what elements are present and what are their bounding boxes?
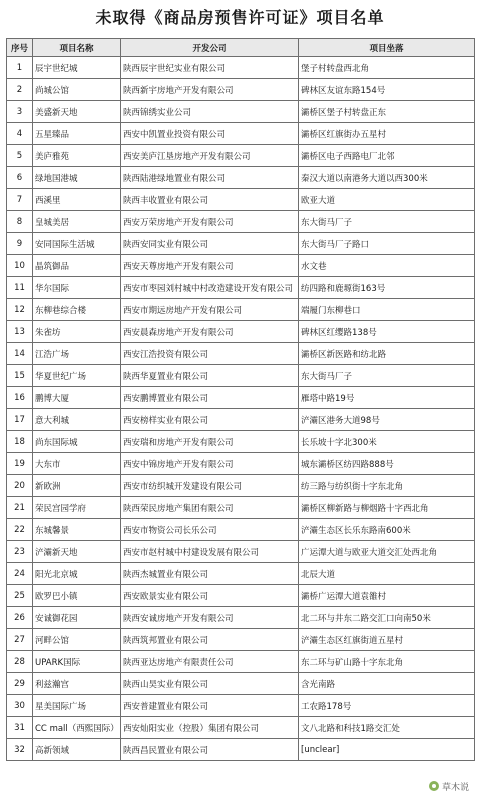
cell-index: 27 [7,629,33,651]
table-row [7,123,475,145]
cell-project-name: 浐灞新天地 [33,541,121,563]
cell-index: 32 [7,739,33,761]
cell-developer: 陕西安诚房地产开发有限公司 [121,607,299,629]
header-project-name: 项目名称 [33,39,121,57]
cell-project-name: 荣民宫园学府 [33,497,121,519]
cell-developer: 陕西杰城置业有限公司 [121,563,299,585]
cell-index: 16 [7,387,33,409]
table-row [7,519,475,541]
cell-project-name: 西溪里 [33,189,121,211]
cell-project-name: 尚东国际城 [33,431,121,453]
cell-index: 23 [7,541,33,563]
cell-index: 7 [7,189,33,211]
cell-index: 21 [7,497,33,519]
cell-location: 堡子村转盘西北角 [299,57,475,79]
cell-index: 24 [7,563,33,585]
table-row [7,541,475,563]
cell-location: 城东灞桥区纺四路888号 [299,453,475,475]
cell-index: 25 [7,585,33,607]
project-table [6,38,475,761]
cell-developer: 陕西辰宇世纪实业有限公司 [121,57,299,79]
cell-developer: 西安鹏博置业有限公司 [121,387,299,409]
cell-project-name: 大东市 [33,453,121,475]
cell-location: [unclear] [299,739,475,761]
cell-project-name: 绿地国港城 [33,167,121,189]
cell-index: 6 [7,167,33,189]
table-row [7,409,475,431]
cell-index: 17 [7,409,33,431]
cell-project-name: 意大利城 [33,409,121,431]
cell-project-name: 利兹瀚宫 [33,673,121,695]
cell-location: 长乐坡十字北300米 [299,431,475,453]
cell-developer: 西安瑞和房地产开发有限公司 [121,431,299,453]
cell-developer: 西安市物资公司长乐公司 [121,519,299,541]
header-developer: 开发公司 [121,39,299,57]
cell-project-name: 东城馨景 [33,519,121,541]
cell-developer: 西安美庐江垦房地产开发有限公司 [121,145,299,167]
table-row [7,79,475,101]
cell-index: 4 [7,123,33,145]
cell-location: 东二环与矿山路十字东北角 [299,651,475,673]
cell-developer: 陕西新宇房地产开发有限公司 [121,79,299,101]
table-row [7,57,475,79]
cell-developer: 陕西华夏置业有限公司 [121,365,299,387]
cell-index: 29 [7,673,33,695]
table-row [7,651,475,673]
header-index: 序号 [7,39,33,57]
cell-location: 端履门东柳巷口 [299,299,475,321]
cell-index: 28 [7,651,33,673]
cell-developer: 西安榜样实业有限公司 [121,409,299,431]
cell-developer: 陕西荣民房地产集团有限公司 [121,497,299,519]
cell-developer: 陕西安同实业有限公司 [121,233,299,255]
watermark [424,778,474,794]
cell-project-name: 皇城美居 [33,211,121,233]
cell-project-name: 晶筑御品 [33,255,121,277]
cell-index: 14 [7,343,33,365]
table-row [7,673,475,695]
cell-project-name: 华夏世纪广场 [33,365,121,387]
cell-index: 30 [7,695,33,717]
cell-location: 纺四路和鹿塬街163号 [299,277,475,299]
cell-location: 东大街马厂子 [299,365,475,387]
cell-developer: 陕西昌民置业有限公司 [121,739,299,761]
cell-location: 碑林区友谊东路154号 [299,79,475,101]
table-row [7,695,475,717]
table-row [7,629,475,651]
table-row [7,101,475,123]
cell-project-name: 河畔公馆 [33,629,121,651]
cell-developer: 西安万荣房地产开发有限公司 [121,211,299,233]
cell-location: 灞桥区堡子村转盘正东 [299,101,475,123]
cell-developer: 西安中凯置业投资有限公司 [121,123,299,145]
cell-developer: 西安普建置业有限公司 [121,695,299,717]
cell-index: 26 [7,607,33,629]
cell-index: 5 [7,145,33,167]
table-row [7,585,475,607]
cell-project-name: 江浩广场 [33,343,121,365]
table-row [7,497,475,519]
cell-project-name: CC mall（西熙国际） [33,717,121,739]
header-location: 项目坐落 [299,39,475,57]
cell-index: 8 [7,211,33,233]
cell-location: 灞桥区新医路和纺北路 [299,343,475,365]
cell-project-name: UPARK国际 [33,651,121,673]
table-row [7,717,475,739]
table-row [7,607,475,629]
cell-project-name: 东柳巷综合楼 [33,299,121,321]
table-row [7,453,475,475]
cell-project-name: 五星臻品 [33,123,121,145]
cell-developer: 陕西锦绣实业公司 [121,101,299,123]
table-row [7,255,475,277]
cell-project-name: 阳光北京城 [33,563,121,585]
cell-developer: 陕西亚达房地产有限责任公司 [121,651,299,673]
cell-location: 北辰大道 [299,563,475,585]
cell-developer: 西安江浩投资有限公司 [121,343,299,365]
cell-developer: 西安中锦房地产开发有限公司 [121,453,299,475]
cell-index: 22 [7,519,33,541]
cell-location: 浐灞区港务大道98号 [299,409,475,431]
cell-project-name: 美庐雅苑 [33,145,121,167]
cell-developer: 陕西陆港绿地置业有限公司 [121,167,299,189]
cell-developer: 西安灿阳实业（控股）集团有限公司 [121,717,299,739]
table-row [7,475,475,497]
cell-developer: 陕西丰收置业有限公司 [121,189,299,211]
watermark-text: 草木说 [441,782,469,793]
cell-location: 浐灞生态区红旗街道五星村 [299,629,475,651]
cell-location: 灞桥区红旗街办五星村 [299,123,475,145]
cell-developer: 西安市赵村城中村建设发展有限公司 [121,541,299,563]
table-row [7,343,475,365]
cell-project-name: 安同国际生活城 [33,233,121,255]
cell-project-name: 安诚御花园 [33,607,121,629]
cell-index: 15 [7,365,33,387]
cell-location: 秦汉大道以南港务大道以西300米 [299,167,475,189]
cell-project-name: 星美国际广场 [33,695,121,717]
cell-developer: 西安晨森房地产开发有限公司 [121,321,299,343]
table-row [7,431,475,453]
cell-project-name: 尚城公馆 [33,79,121,101]
cell-location: 碑林区红缨路138号 [299,321,475,343]
cell-location: 雁塔中路19号 [299,387,475,409]
table-header-row [7,39,475,57]
cell-developer: 西安市枣园刘村城中村改造建设开发有限公司 [121,277,299,299]
cell-index: 18 [7,431,33,453]
cell-developer: 西安天尊房地产开发有限公司 [121,255,299,277]
table-row [7,563,475,585]
cell-project-name: 美盛新天地 [33,101,121,123]
table-row [7,365,475,387]
table-row [7,277,475,299]
table-row [7,739,475,761]
table-row [7,189,475,211]
cell-project-name: 华尔国际 [33,277,121,299]
cell-location: 东大街马厂子 [299,211,475,233]
wechat-logo-icon [429,781,439,791]
cell-location: 含光南路 [299,673,475,695]
cell-location: 东大街马厂子路口 [299,233,475,255]
cell-index: 12 [7,299,33,321]
table-row [7,233,475,255]
cell-project-name: 辰宇世纪城 [33,57,121,79]
cell-location: 纺三路与纺织街十字东北角 [299,475,475,497]
cell-index: 31 [7,717,33,739]
cell-location: 北二环与井东二路交汇口向南50米 [299,607,475,629]
table-row [7,299,475,321]
cell-location: 欧亚大道 [299,189,475,211]
cell-index: 1 [7,57,33,79]
cell-project-name: 鹏博大厦 [33,387,121,409]
cell-index: 11 [7,277,33,299]
cell-project-name: 高新领域 [33,739,121,761]
table-row [7,145,475,167]
cell-index: 2 [7,79,33,101]
cell-index: 9 [7,233,33,255]
cell-index: 10 [7,255,33,277]
cell-location: 灞桥区柳新路与柳烟路十字西北角 [299,497,475,519]
table-row [7,211,475,233]
cell-developer: 陕西筑邦置业有限公司 [121,629,299,651]
cell-project-name: 欧罗巴小镇 [33,585,121,607]
cell-location: 浐灞生态区长乐东路南600米 [299,519,475,541]
cell-location: 工农路178号 [299,695,475,717]
cell-developer: 西安欧景实业有限公司 [121,585,299,607]
page-title: 未取得《商品房预售许可证》项目名单 [95,8,385,27]
cell-project-name: 新欧洲 [33,475,121,497]
table-row [7,167,475,189]
cell-location: 文八北路和科技1路交汇处 [299,717,475,739]
cell-location: 水文巷 [299,255,475,277]
table-row [7,321,475,343]
cell-index: 13 [7,321,33,343]
cell-index: 20 [7,475,33,497]
cell-developer: 陕西山昊实业有限公司 [121,673,299,695]
cell-index: 19 [7,453,33,475]
cell-location: 灞桥广运潭大道袁雒村 [299,585,475,607]
table-row [7,387,475,409]
cell-location: 广运潭大道与欧亚大道交汇处西北角 [299,541,475,563]
table-body [7,57,475,761]
cell-location: 灞桥区电子西路电厂北邻 [299,145,475,167]
cell-developer: 西安市期远房地产开发有限公司 [121,299,299,321]
cell-project-name: 朱雀坊 [33,321,121,343]
cell-developer: 西安市纺织城开发建设有限公司 [121,475,299,497]
cell-index: 3 [7,101,33,123]
